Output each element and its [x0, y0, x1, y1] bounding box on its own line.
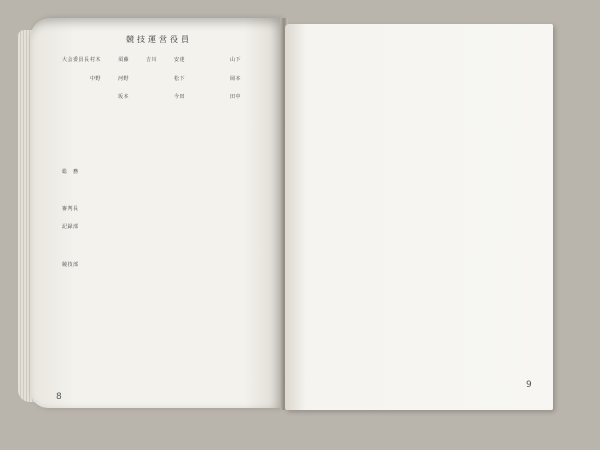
left-page-cell: 田中 — [230, 94, 242, 101]
left-page-cell: 記録部 — [62, 224, 79, 231]
left-page-row — [62, 130, 258, 136]
left-page-row — [62, 316, 258, 322]
right-page-row — [296, 346, 544, 352]
left-page-cell: 須藤 — [118, 57, 130, 63]
right-page-row — [296, 233, 544, 239]
left-page-row — [62, 372, 258, 378]
right-page-row — [296, 290, 544, 296]
left-page-row — [62, 279, 258, 285]
right-page-row — [296, 62, 544, 68]
left-page-row — [62, 56, 258, 63]
left-page-row — [62, 205, 258, 212]
left-page-cell: 村木 — [90, 57, 102, 63]
right-page-row — [296, 119, 544, 125]
left-page-cell: 大会委員長 — [62, 57, 90, 63]
left-page-cell: 今田 — [174, 94, 186, 101]
left-page-row — [62, 93, 258, 100]
left-page-cell: 中野 — [90, 75, 102, 82]
right-page-row — [296, 318, 544, 324]
left-page-row — [62, 242, 258, 248]
left-page-cell: 坂本 — [118, 94, 130, 101]
left-page-cell: 総 務 — [62, 168, 79, 175]
left-page-cell: 山下 — [230, 57, 242, 63]
left-page-cell: 吉川 — [146, 57, 158, 63]
left-page-cell: 競技部 — [62, 261, 79, 268]
right-page-row — [296, 91, 544, 97]
left-page-number: 8 — [56, 392, 62, 402]
left-page-row — [62, 298, 258, 304]
left-page-row — [62, 112, 258, 118]
left-page-row — [62, 354, 258, 360]
left-page-cell: 岡本 — [230, 75, 242, 82]
left-page-row — [62, 335, 258, 341]
left-page-row — [62, 261, 258, 268]
right-page-row — [296, 261, 544, 267]
left-page-cell: 審判長 — [62, 205, 79, 212]
right-page-row — [296, 176, 544, 182]
right-page-row — [296, 34, 544, 40]
left-page-row — [62, 149, 258, 155]
left-page-row — [62, 168, 258, 175]
left-page-row — [62, 223, 258, 230]
left-page-cell: 安達 — [174, 57, 186, 63]
right-page-number: 9 — [526, 380, 532, 390]
left-page-cell: 松下 — [174, 75, 186, 82]
page-heading: 競技運営役員 — [126, 35, 192, 44]
left-page-cell: 河野 — [118, 75, 130, 82]
right-page-row — [296, 204, 544, 210]
left-page-row — [62, 75, 258, 82]
right-page-row — [296, 148, 544, 154]
left-page-row — [62, 186, 258, 192]
